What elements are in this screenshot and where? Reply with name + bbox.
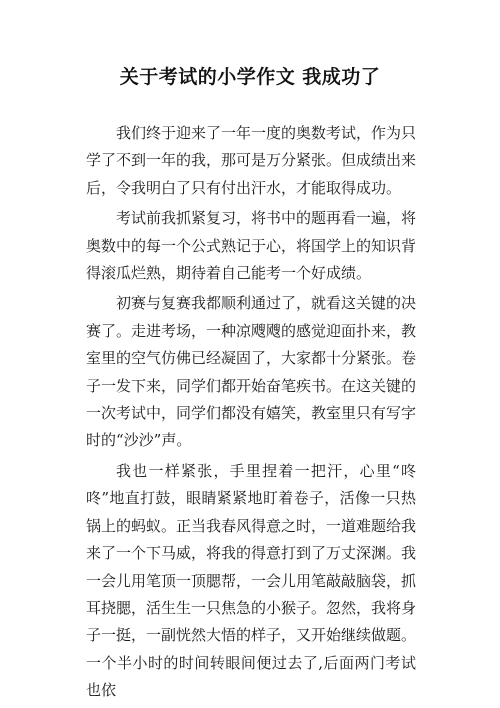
document-title: 关于考试的小学作文 我成功了 [119, 66, 381, 88]
paragraph-3: 初赛与复赛我都顺利通过了，就看这关键的决赛了。走进考场，一种凉飕飕的感觉迎面扑来，教室里的空气仿佛已经凝固了，大家都十分紧张。卷子一发下来，同学们都开始奋笔疾书。在这关键的一次考试中，同学们都没有嬉笑，教室里只有写字时的“沙沙”声。 [86, 294, 417, 450]
paragraph-1: 我们终于迎来了一年一度的奥数考试，作为只学了不到一年的我，那可是万分紧张。但成绩出来后，令我明白了只有付出汗水，才能取得成功。 [86, 124, 417, 197]
document-body [86, 120, 416, 708]
paragraph-4: 我也一样紧张，手里捏着一把汗，心里“咚咚”地直打鼓，眼睛紧紧地盯着卷子，活像一只热锅上的蚂蚁。正当我春风得意之时，一道难题给我来了一个下马威，将我的得意打到了万丈深渊。我一会儿用笔顶一顶腮帮，一会儿用笔敲敲脑袋，抓耳挠腮，活生生一只焦急的小猴子。忽然，我将身子一挺，一副恍然大悟的样子，又开始继续做题。一个半小时的时间转眼间便过去了,后面两门考试也依 [86, 461, 417, 700]
paragraph-2: 考试前我抓紧复习，将书中的题再看一遍，将奥数中的每一个公式熟记于心，将国学上的知识背得滚瓜烂熟，期待着自己能考一个好成绩。 [86, 209, 417, 283]
